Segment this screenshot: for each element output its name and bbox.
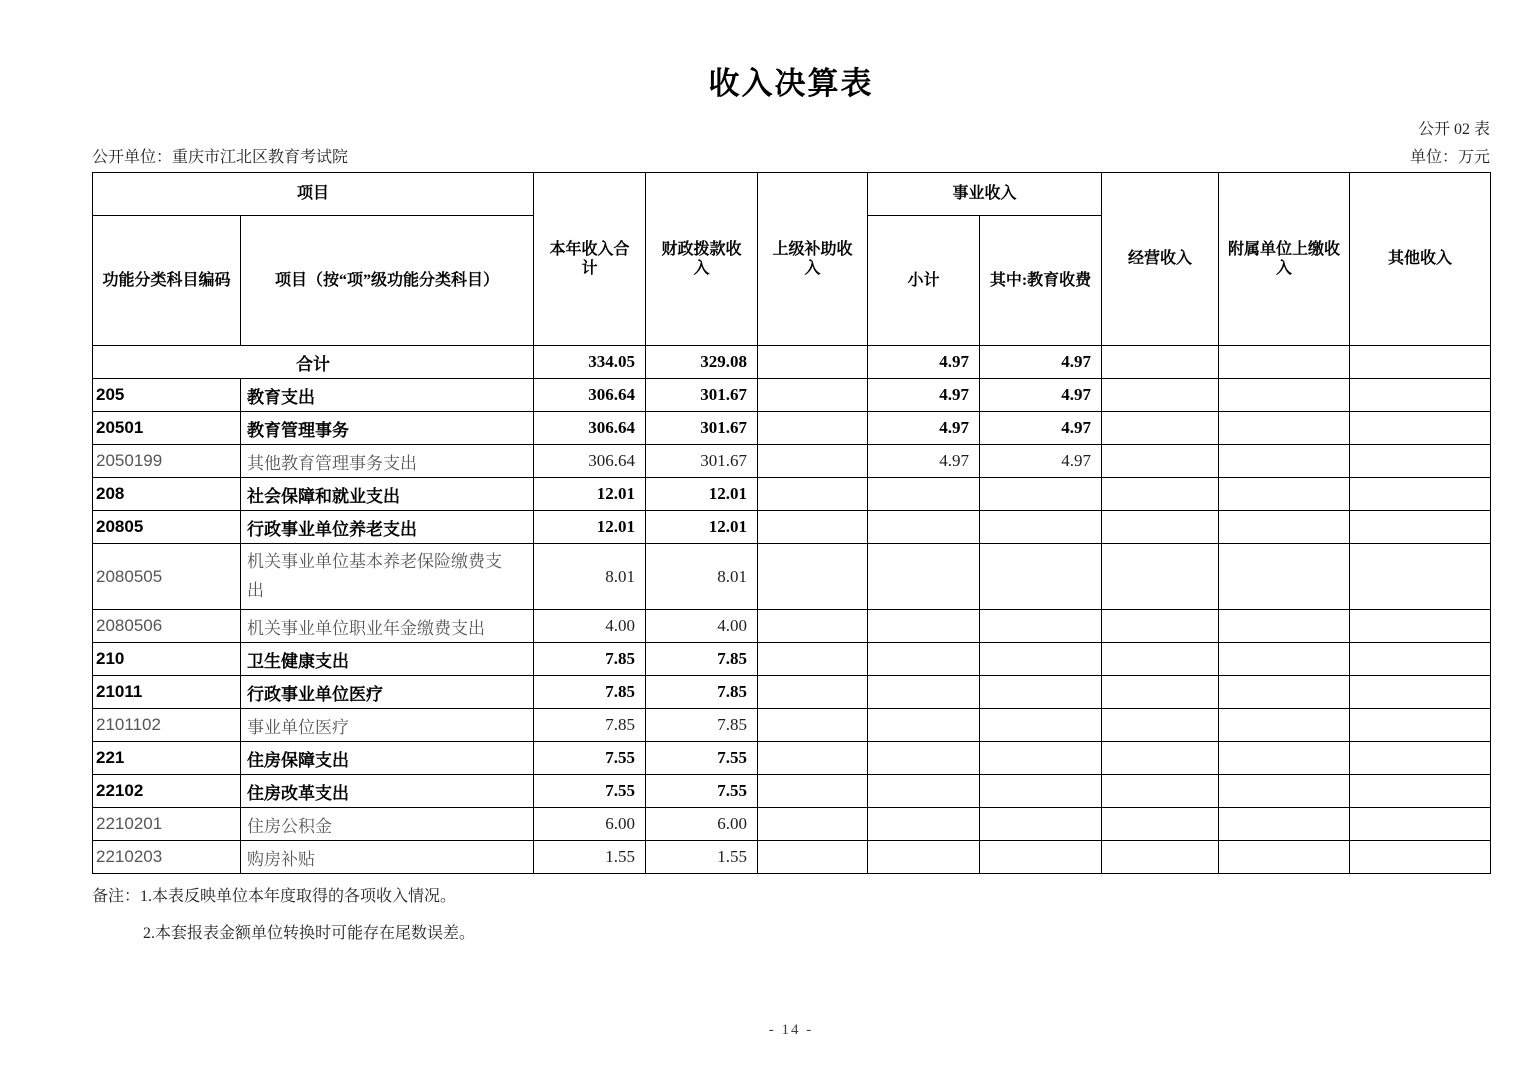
row-value-cell xyxy=(1350,511,1491,544)
row-value-cell xyxy=(1102,412,1219,445)
row-value-cell xyxy=(1102,544,1219,610)
row-value-cell xyxy=(1350,346,1491,379)
table-row xyxy=(93,478,1491,511)
note-line-2: 2.本套报表金额单位转换时可能存在尾数误差。 xyxy=(143,925,476,942)
row-value-cell: 301.67 xyxy=(646,379,758,412)
row-value-cell xyxy=(868,544,980,610)
row-value-cell: 4.97 xyxy=(868,445,980,478)
form-number-label: 公开 02 表 xyxy=(1417,121,1490,138)
header-education-fee: 其中:教育收费 xyxy=(980,216,1102,346)
row-function-code: 2050199 xyxy=(93,445,241,478)
row-function-code: 22102 xyxy=(93,775,241,808)
header-business-income-group: 事业收入 xyxy=(868,173,1102,216)
row-value-cell xyxy=(758,346,868,379)
table-row xyxy=(93,544,1491,610)
row-function-code: 2080505 xyxy=(93,544,241,610)
row-value-cell xyxy=(1350,478,1491,511)
row-value-cell xyxy=(980,511,1102,544)
row-value-cell xyxy=(1219,610,1350,643)
row-value-cell xyxy=(758,742,868,775)
table-row xyxy=(93,841,1491,874)
row-value-cell xyxy=(1350,445,1491,478)
header-project-group: 项目 xyxy=(93,173,534,216)
row-value-cell: 7.85 xyxy=(646,709,758,742)
row-value-cell xyxy=(758,379,868,412)
row-value-cell: 7.85 xyxy=(534,676,646,709)
row-value-cell: 4.97 xyxy=(980,445,1102,478)
row-value-cell xyxy=(1102,775,1219,808)
table-row xyxy=(93,676,1491,709)
row-value-cell: 7.85 xyxy=(646,676,758,709)
row-value-cell: 4.97 xyxy=(868,346,980,379)
row-value-cell xyxy=(1102,346,1219,379)
row-value-cell xyxy=(1350,808,1491,841)
row-value-cell: 4.97 xyxy=(868,379,980,412)
row-project-name: 事业单位医疗 xyxy=(241,709,534,742)
row-value-cell: 301.67 xyxy=(646,445,758,478)
header-superior-subsidy: 上级补助收入 xyxy=(758,173,868,346)
row-value-cell: 1.55 xyxy=(646,841,758,874)
row-value-cell xyxy=(1350,643,1491,676)
row-value-cell xyxy=(758,412,868,445)
row-project-name: 住房保障支出 xyxy=(241,742,534,775)
row-value-cell xyxy=(758,841,868,874)
row-project-name: 住房改革支出 xyxy=(241,775,534,808)
row-value-cell xyxy=(1350,676,1491,709)
row-function-code: 2210201 xyxy=(93,808,241,841)
row-function-code: 2080506 xyxy=(93,610,241,643)
table-row xyxy=(93,412,1491,445)
row-function-code: 2101102 xyxy=(93,709,241,742)
header-fiscal-appropriation: 财政拨款收入 xyxy=(646,173,758,346)
header-project-item: 项目（按“项”级功能分类科目） xyxy=(241,216,534,346)
table-row xyxy=(93,346,1491,379)
header-function-code: 功能分类科目编码 xyxy=(93,216,241,346)
row-value-cell: 8.01 xyxy=(534,544,646,610)
row-function-code: 208 xyxy=(93,478,241,511)
table-body xyxy=(93,346,1491,874)
row-value-cell xyxy=(1219,346,1350,379)
currency-unit-label: 单位：万元 xyxy=(1409,149,1490,166)
row-value-cell xyxy=(1219,775,1350,808)
row-value-cell xyxy=(1219,709,1350,742)
row-value-cell: 4.97 xyxy=(980,379,1102,412)
table-row xyxy=(93,775,1491,808)
header-affiliated-remit: 附属单位上缴收入 xyxy=(1219,173,1350,346)
row-value-cell xyxy=(1102,709,1219,742)
row-value-cell xyxy=(1219,478,1350,511)
row-value-cell xyxy=(868,808,980,841)
row-value-cell xyxy=(1350,379,1491,412)
row-value-cell xyxy=(1102,610,1219,643)
row-value-cell xyxy=(1102,445,1219,478)
row-value-cell xyxy=(758,478,868,511)
header-row-1 xyxy=(93,173,1491,216)
row-project-name: 购房补贴 xyxy=(241,841,534,874)
row-value-cell: 6.00 xyxy=(534,808,646,841)
row-project-name: 其他教育管理事务支出 xyxy=(241,445,534,478)
row-value-cell xyxy=(1350,610,1491,643)
row-project-name: 行政事业单位养老支出 xyxy=(241,511,534,544)
row-value-cell xyxy=(1219,379,1350,412)
row-value-cell: 4.00 xyxy=(646,610,758,643)
row-value-cell xyxy=(1102,478,1219,511)
row-project-name: 机关事业单位职业年金缴费支出 xyxy=(241,610,534,643)
row-value-cell: 7.55 xyxy=(646,742,758,775)
row-value-cell xyxy=(980,709,1102,742)
row-function-code: 210 xyxy=(93,643,241,676)
row-value-cell xyxy=(1102,643,1219,676)
row-value-cell xyxy=(758,544,868,610)
header-other-income: 其他收入 xyxy=(1350,173,1491,346)
row-value-cell: 306.64 xyxy=(534,412,646,445)
table-header xyxy=(93,173,1491,346)
row-value-cell xyxy=(868,643,980,676)
row-value-cell xyxy=(980,478,1102,511)
row-value-cell xyxy=(868,742,980,775)
row-value-cell xyxy=(980,544,1102,610)
table-row xyxy=(93,511,1491,544)
row-value-cell xyxy=(1102,511,1219,544)
row-value-cell xyxy=(758,643,868,676)
header-annual-total: 本年收入合计 xyxy=(534,173,646,346)
row-value-cell xyxy=(1219,841,1350,874)
row-value-cell xyxy=(758,610,868,643)
row-value-cell xyxy=(758,676,868,709)
row-value-cell: 12.01 xyxy=(534,511,646,544)
row-value-cell xyxy=(1219,676,1350,709)
notes-block xyxy=(92,878,475,952)
row-value-cell xyxy=(1219,412,1350,445)
row-value-cell: 12.01 xyxy=(534,478,646,511)
title-row xyxy=(92,58,1490,103)
row-project-name: 住房公积金 xyxy=(241,808,534,841)
row-total-label: 合计 xyxy=(93,346,534,379)
row-value-cell xyxy=(868,841,980,874)
row-value-cell: 6.00 xyxy=(646,808,758,841)
meta-row xyxy=(92,144,1490,167)
header-operating-income: 经营收入 xyxy=(1102,173,1219,346)
row-value-cell xyxy=(1219,445,1350,478)
row-value-cell xyxy=(1102,841,1219,874)
row-value-cell xyxy=(980,676,1102,709)
row-value-cell xyxy=(758,445,868,478)
row-value-cell: 4.97 xyxy=(980,412,1102,445)
table-row xyxy=(93,808,1491,841)
row-project-name: 机关事业单位基本养老保险缴费支出 xyxy=(241,544,534,610)
table-row xyxy=(93,643,1491,676)
row-value-cell xyxy=(1350,775,1491,808)
row-value-cell xyxy=(868,676,980,709)
row-value-cell xyxy=(868,478,980,511)
row-value-cell xyxy=(1102,676,1219,709)
row-value-cell: 1.55 xyxy=(534,841,646,874)
row-value-cell: 7.55 xyxy=(534,775,646,808)
row-value-cell xyxy=(1350,841,1491,874)
row-value-cell: 7.85 xyxy=(534,643,646,676)
row-value-cell: 306.64 xyxy=(534,445,646,478)
row-value-cell xyxy=(1350,742,1491,775)
note-line-1: 备注：1.本表反映单位本年度取得的各项收入情况。 xyxy=(92,888,457,905)
revenue-table xyxy=(92,172,1491,874)
row-value-cell xyxy=(1102,379,1219,412)
row-value-cell xyxy=(868,775,980,808)
table-row xyxy=(93,742,1491,775)
row-function-code: 20501 xyxy=(93,412,241,445)
row-project-name: 社会保障和就业支出 xyxy=(241,478,534,511)
row-value-cell xyxy=(1102,742,1219,775)
org-label: 公开单位：重庆市江北区教育考试院 xyxy=(92,149,349,166)
row-value-cell xyxy=(980,808,1102,841)
row-function-code: 2210203 xyxy=(93,841,241,874)
row-function-code: 21011 xyxy=(93,676,241,709)
row-value-cell: 12.01 xyxy=(646,511,758,544)
row-project-name: 行政事业单位医疗 xyxy=(241,676,534,709)
row-value-cell xyxy=(868,511,980,544)
row-value-cell: 7.55 xyxy=(646,775,758,808)
row-value-cell xyxy=(868,709,980,742)
row-value-cell xyxy=(868,610,980,643)
row-value-cell xyxy=(758,709,868,742)
row-function-code: 20805 xyxy=(93,511,241,544)
row-value-cell xyxy=(980,643,1102,676)
row-value-cell: 4.97 xyxy=(980,346,1102,379)
table-row xyxy=(93,709,1491,742)
row-value-cell xyxy=(1350,709,1491,742)
row-value-cell xyxy=(1102,808,1219,841)
row-value-cell: 4.00 xyxy=(534,610,646,643)
row-project-name: 卫生健康支出 xyxy=(241,643,534,676)
header-subtotal: 小计 xyxy=(868,216,980,346)
row-value-cell xyxy=(980,775,1102,808)
row-value-cell: 301.67 xyxy=(646,412,758,445)
row-value-cell: 8.01 xyxy=(646,544,758,610)
row-value-cell xyxy=(1219,742,1350,775)
row-value-cell xyxy=(1350,544,1491,610)
row-value-cell xyxy=(1219,643,1350,676)
page-title: 收入决算表 xyxy=(708,66,874,101)
row-function-code: 221 xyxy=(93,742,241,775)
row-value-cell xyxy=(980,610,1102,643)
row-value-cell xyxy=(1219,808,1350,841)
row-value-cell: 7.55 xyxy=(534,742,646,775)
row-value-cell xyxy=(758,511,868,544)
row-value-cell: 12.01 xyxy=(646,478,758,511)
row-value-cell xyxy=(980,742,1102,775)
row-value-cell: 334.05 xyxy=(534,346,646,379)
row-value-cell: 7.85 xyxy=(646,643,758,676)
row-project-name: 教育支出 xyxy=(241,379,534,412)
row-value-cell xyxy=(1219,511,1350,544)
table-row xyxy=(93,379,1491,412)
row-project-name: 教育管理事务 xyxy=(241,412,534,445)
row-value-cell: 7.85 xyxy=(534,709,646,742)
row-value-cell xyxy=(758,808,868,841)
row-function-code: 205 xyxy=(93,379,241,412)
row-value-cell xyxy=(758,775,868,808)
table-row xyxy=(93,610,1491,643)
table-row xyxy=(93,445,1491,478)
row-value-cell: 4.97 xyxy=(868,412,980,445)
page-number: - 14 - xyxy=(768,1022,814,1038)
row-value-cell xyxy=(1350,412,1491,445)
row-value-cell: 329.08 xyxy=(646,346,758,379)
row-value-cell xyxy=(980,841,1102,874)
row-value-cell: 306.64 xyxy=(534,379,646,412)
row-value-cell xyxy=(1219,544,1350,610)
